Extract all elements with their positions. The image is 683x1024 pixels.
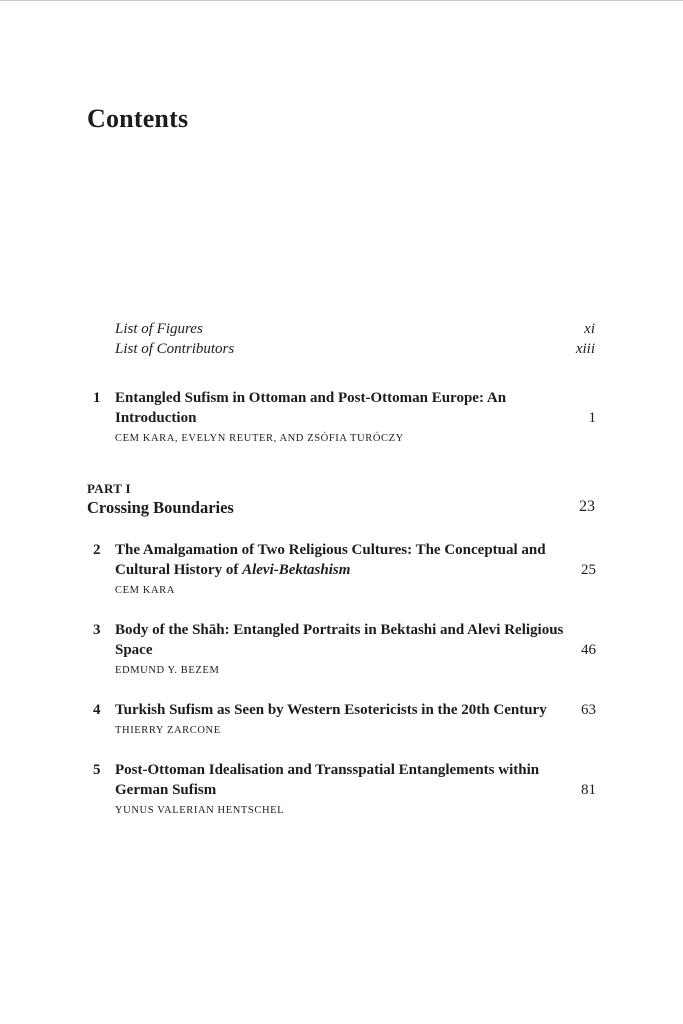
toc-entry-chapter-1[interactable] [87, 388, 596, 446]
toc-front-list-of-figures[interactable]: List of Figures [115, 321, 203, 337]
chapter-page-number: 81 [581, 782, 596, 798]
toc-entry-chapter-4[interactable] [87, 700, 596, 738]
chapter-page-number: 46 [581, 642, 596, 658]
chapter-title[interactable]: Turkish Sufism as Seen by Western Esotericists in the 20th Century [115, 702, 547, 718]
chapter-number: 5 [93, 762, 101, 778]
page-title: Contents [87, 104, 189, 133]
chapter-number: 1 [93, 390, 101, 406]
chapter-title[interactable]: Entangled Sufism in Ottoman and Post-Ottoman Europe: An Introduction [115, 390, 507, 426]
part-page-number: 23 [579, 498, 595, 515]
chapter-title-italic: Alevi-Bektashism [242, 562, 351, 578]
chapter-number: 2 [93, 542, 101, 558]
chapter-title[interactable]: Post-Ottoman Idealisation and Transspatial Entanglements within German Sufism [115, 762, 540, 798]
toc-entry-chapter-5[interactable] [87, 760, 596, 818]
chapter-authors: YUNUS VALERIAN HENTSCHEL [115, 805, 285, 816]
chapter-title-text: The Amalgamation of Two Religious Cultures: The Conceptual and Cultural History of [115, 542, 546, 578]
chapter-authors: EDMUND Y. BEZEM [115, 665, 220, 676]
toc-front-list-of-contributors[interactable]: List of Contributors [115, 341, 235, 357]
chapter-page-number: 25 [581, 562, 596, 578]
part-label: PART I [87, 481, 131, 496]
chapter-authors: CEM KARA, EVELYN REUTER, AND ZSÓFIA TURÓCZY [115, 433, 404, 444]
top-border [0, 0, 683, 1]
chapter-authors: THIERRY ZARCONE [115, 725, 221, 736]
chapter-title[interactable]: Body of the Shāh: Entangled Portraits in Bektashi and Alevi Religious Space [115, 622, 564, 658]
toc-front-page-contributors: xiii [575, 341, 595, 357]
toc-front-page-figures: xi [584, 321, 595, 337]
chapter-page-number: 63 [581, 702, 596, 718]
chapter-number: 4 [93, 702, 101, 718]
toc-entry-chapter-3[interactable] [87, 620, 596, 678]
toc-entry-chapter-2[interactable] [87, 540, 596, 598]
chapter-title[interactable] [115, 540, 570, 580]
chapter-page-number: 1 [588, 410, 596, 426]
part-title[interactable]: Crossing Boundaries [87, 498, 234, 517]
chapter-number: 3 [93, 622, 101, 638]
chapter-authors: CEM KARA [115, 585, 175, 596]
